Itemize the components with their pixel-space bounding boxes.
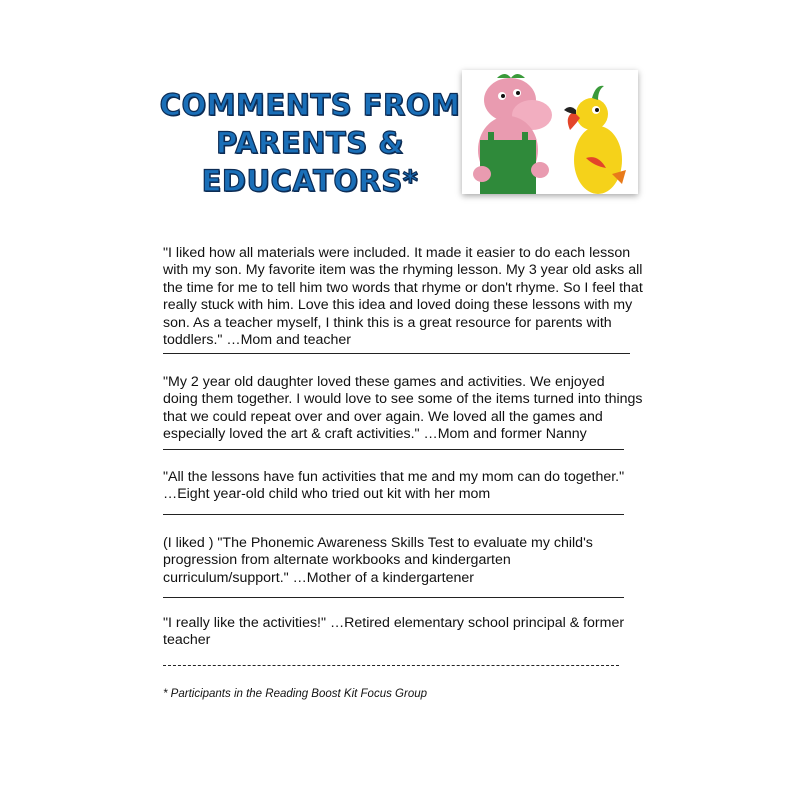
- comment-5: "I really like the activities!" …Retired elementary school principal & former teacher: [163, 615, 625, 649]
- title-line-2: PARENTS &: [215, 126, 404, 160]
- comment-1: "I liked how all materials were included. It made it easier to do each lesson with my son. My favorite item was the rhyming lesson. My 3 year old asks all the time for me to tell him two words that rhyme or don't rhyme. So I feel that really stuck with him. Love this idea and loved doing these lessons with my son. As a teacher myself, I think this is a great resource for parents with toddlers." …Mom and teacher: [163, 245, 643, 349]
- separator-line: [163, 353, 630, 354]
- separator-line: [163, 514, 624, 515]
- comment-4: (I liked ) "The Phonemic Awareness Skills Test to evaluate my child's progression from alternate workbooks and kindergarten curriculum/support." …Mother of a kindergartener: [163, 535, 593, 586]
- hippo-and-parrot-illustration: [462, 70, 638, 194]
- separator-line: [163, 449, 624, 450]
- separator-line: [163, 665, 619, 666]
- comment-2: "My 2 year old daughter loved these games and activities. We enjoyed doing them together. I would love to see some of the items turned into things that we could repeat over and over again. We loved all the games and especially loved the art & craft activities." …Mom and former Nanny: [163, 374, 643, 443]
- title-line-3: EDUCATORS*: [201, 164, 419, 198]
- page-title: [150, 86, 470, 200]
- title-line-1: COMMENTS FROM: [159, 88, 461, 122]
- separator-line: [163, 597, 624, 598]
- comment-3: "All the lessons have fun activities that me and my mom can do together." …Eight year-old child who tried out kit with her mom: [163, 469, 625, 503]
- footnote: * Participants in the Reading Boost Kit Focus Group: [163, 688, 428, 700]
